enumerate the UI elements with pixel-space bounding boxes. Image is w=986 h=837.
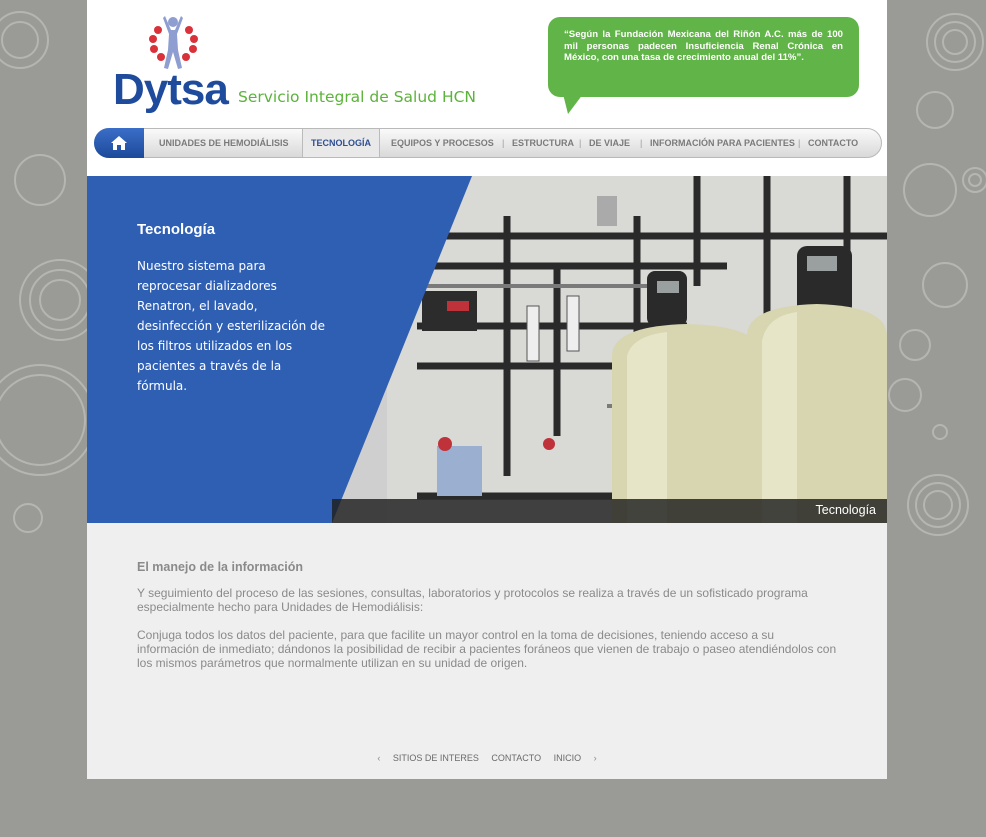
nav-item-de-viaje[interactable]: DE VIAJE [589, 138, 631, 148]
quote-bubble-tail [562, 90, 586, 114]
nav-item-equipos[interactable]: EQUIPOS Y PROCESOS [391, 138, 494, 148]
home-icon [111, 136, 127, 150]
nav-item-estructura[interactable]: ESTRUCTURA [512, 138, 574, 148]
footer-next-arrow[interactable]: › [593, 753, 597, 763]
quote-text: “Según la Fundación Mexicana del Riñón A.C. más de 100 mil personas padecen Insuficiencia Renal Crónica en México, con una tasa de crecimiento anual del 11%”. [564, 29, 843, 63]
nav-item-informacion[interactable]: INFORMACIÓN PARA PACIENTES [650, 138, 795, 148]
footer-prev-arrow[interactable]: ‹ [377, 753, 381, 763]
main-content [137, 560, 837, 684]
main-nav [94, 128, 882, 158]
banner-description: Nuestro sistema para reprocesar dializadores Renatron, el lavado, desinfección y esterilización de los filtros utilizados en los pacientes a través de la fórmula. [137, 259, 326, 393]
footer-nav [87, 753, 887, 763]
footer-link-inicio[interactable]: INICIO [553, 753, 582, 763]
footer-link-sitios[interactable]: SITIOS DE INTERES [392, 753, 479, 763]
nav-separator: | [798, 138, 801, 148]
content-paragraph: Conjuga todos los datos del paciente, para que facilite un mayor control en la toma de decisiones, teniendo acceso a su información de inmediato; dándonos la posibilidad de recibir a pacientes foráneos que vienen de trabajo o paseo atendiéndolos con los mismos parámetros que normalmente utilizan en su unidad de origen. [137, 628, 837, 670]
nav-item-tecnologia[interactable]: TECNOLOGÍA [302, 129, 380, 157]
header [87, 0, 887, 176]
caption-bar [332, 499, 887, 523]
banner-caption: Tecnología [815, 503, 876, 517]
section-title: El manejo de la información [137, 560, 304, 574]
banner-title: Tecnología [137, 221, 216, 238]
nav-item-unidades[interactable]: UNIDADES DE HEMODIÁLISIS [159, 138, 289, 148]
content-paragraph: Y seguimiento del proceso de las sesiones, consultas, laboratorios y protocolos se realiza a través de un sofisticado programa especialmente hecho para Unidades de Hemodiálisis: [137, 586, 808, 614]
nav-separator: | [579, 138, 582, 148]
brand-logo[interactable]: Dytsa [113, 65, 228, 114]
nav-separator: | [502, 138, 505, 148]
home-button[interactable] [94, 128, 144, 158]
nav-item-contacto[interactable]: CONTACTO [808, 138, 859, 148]
footer-link-contacto[interactable]: CONTACTO [491, 753, 542, 763]
quote-bubble [548, 17, 859, 97]
brand-tagline: Servicio Integral de Salud HCN [238, 88, 477, 106]
logo-figure-icon [145, 12, 201, 72]
page-container [87, 0, 887, 779]
hero-banner [87, 176, 887, 523]
nav-separator: | [640, 138, 643, 148]
